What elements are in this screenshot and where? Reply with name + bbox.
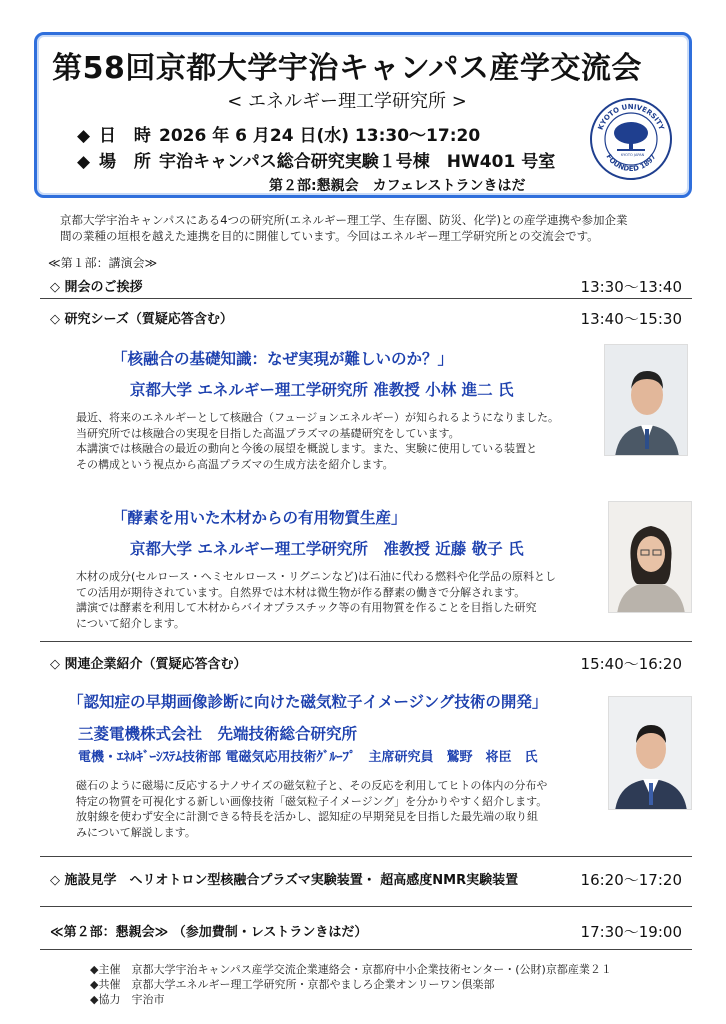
talk-abstract: 最近、将来のエネルギーとして核融合（フュージョンエネルギー）が知られるようになりました。 当研究所では核融合の実現を目指した高温プラズマの基礎研究をしています。 本講演では核融合の最近の動向と今後の展望を概説します。また、実験に使用している装置と その構成という視点から高温プラズマの生成方法を紹介します。 [76,411,560,471]
svg-text:KYOTO UNIVERSITY: KYOTO UNIVERSITY [596,102,666,132]
divider [40,856,692,857]
section-company-intro: ◇ 関連企業紹介（質疑応答含む） 15:40～16:20 [50,655,682,673]
page-subtitle: < エネルギー理工学研究所 > [227,91,467,112]
section-opening: ◇ 開会のご挨拶 13:30～13:40 [50,278,682,296]
speaker-photo [604,344,688,456]
talk-title: 「酵素を用いた木材からの有用物質生産」 [112,509,407,527]
diamond-icon: ◆ [77,152,91,172]
section-facility-tour: ◇ 施設見学 ヘリオトロン型核融合プラズマ実験装置・ 超高感度NMR実験装置 16:20～17:20 [50,871,682,889]
part2-venue: 第２部:懇親会 カフェレストランきはだ [269,178,526,194]
talk-abstract: 磁石のように磁場に反応するナノサイズの磁気粒子と、その反応を利用してヒトの体内の分布や 特定の物質を可視化する新しい画像技術「磁気粒子イメージング」を分かりやすく紹介します。 放射線を使わず安全に計測できる特長を活かし、認知症の早期発見を目指した最先端の取り組 みについて解説します。 [76,779,548,839]
section-research-seeds: ◇ 研究シーズ（質疑応答含む） 13:40～15:30 [50,310,682,328]
event-place: ◆ 場 所 宇治キャンパス総合研究実験１号棟 HW401 号室 [77,152,556,172]
talk-abstract: 木材の成分(セルロース・ヘミセルロース・リグニンなど)は石油に代わる燃料や化学品の原料とし ての活用が期待されています。自然界では木材は微生物が作る酵素の働きで分解されます。 講演では酵素を利用して木材からバイオプラスチック等の有用物質を作ることを目指した研究 について紹介します。 [76,570,557,630]
event-header [34,32,692,198]
divider [40,906,692,907]
speaker-name: 京都大学 エネルギー理工学研究所 准教授 小林 進二 氏 [130,381,514,399]
talk-title: 「核融合の基礎知識：なぜ実現が難しいのか？」 [112,350,454,368]
diamond-icon: ◆ [77,126,91,146]
kyoto-university-seal-logo [589,97,673,181]
event-date: ◆ 日 時 2026 年 6 月24 日(水) 13:30～17:20 [77,126,481,146]
organizers: ◆主催 京都大学宇治キャンパス産学交流企業連絡会・京都府中小企業技術センター・(公財)京都産業２１ ◆共催 京都大学エネルギー理工学研究所・京都やましろ企業オンリーワン倶楽部 ◆協力 宇治市 [90,963,612,1006]
part1-label: ≪第１部：講演会≫ [48,256,158,270]
svg-text:FOUNDED 1897: FOUNDED 1897 [604,152,658,174]
divider [40,949,692,950]
divider [40,641,692,642]
speaker-photo [608,501,692,613]
intro-text: 京都大学宇治キャンパスにある4つの研究所(エネルギー理工学、生存圏、防災、化学)との産学連携や参加企業 間の業種の垣根を越えた連携を目的に開催しています。今回はエネルギー理工学研究所との交流会です。 [60,213,628,243]
speaker-affiliation: 三菱電機株式会社 先端技術総合研究所 [78,725,358,743]
svg-text:KYOTO: KYOTO [621,153,633,157]
speaker-name: 京都大学 エネルギー理工学研究所 准教授 近藤 敬子 氏 [130,540,524,558]
page-title: 第58回京都大学宇治キャンパス産学交流会 [52,51,642,86]
speaker-photo [608,696,692,810]
section-reception: ≪第２部：懇親会≫ （参加費制・レストランきはだ） 17:30～19:00 [50,923,682,941]
divider [40,298,692,299]
speaker-name: 電機・ｴﾈﾙｷﾞｰｼｽﾃﾑ技術部 電磁気応用技術ｸﾞﾙｰﾌﾟ 主席研究員 鷲野 将臣 氏 [78,750,538,765]
svg-text:JAPAN: JAPAN [634,153,645,157]
talk-title: 「認知症の早期画像診断に向けた磁気粒子イメージング技術の開発」 [68,693,548,711]
